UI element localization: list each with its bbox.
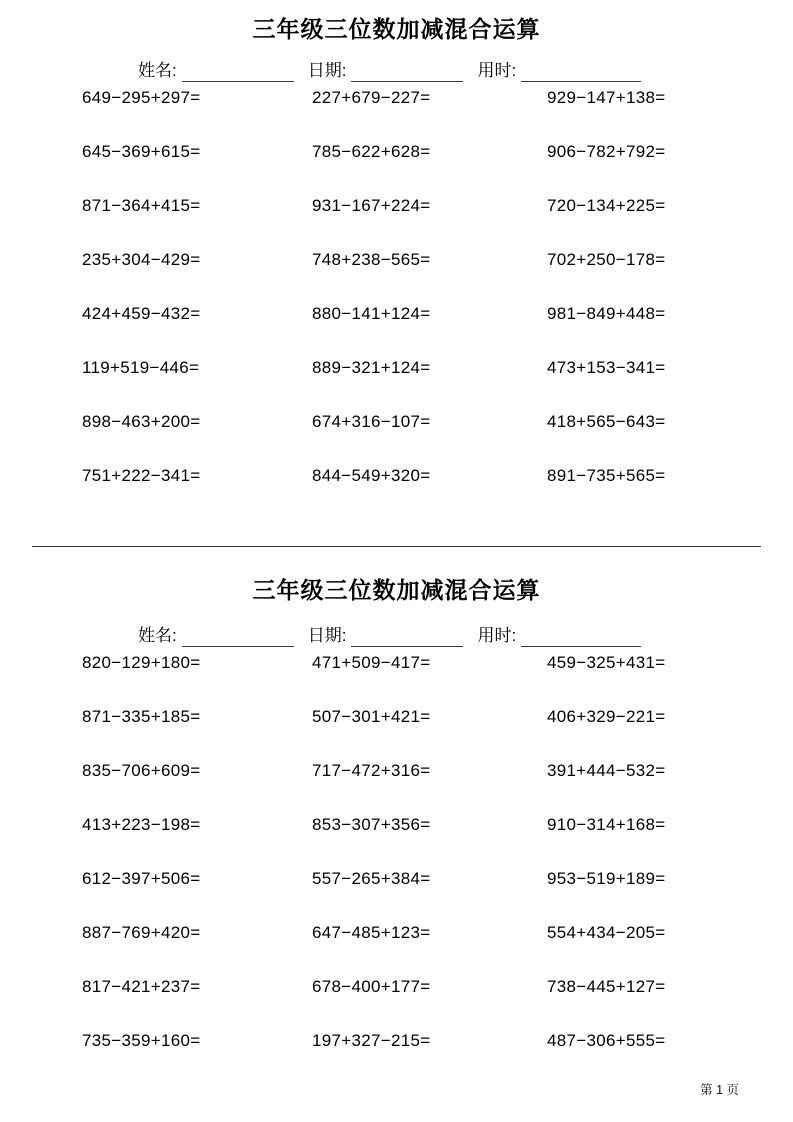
problem-row: [82, 142, 793, 196]
time-label: 用时:: [477, 626, 517, 645]
date-field: [308, 625, 464, 647]
problem-cell: 227+679−227=: [312, 88, 431, 107]
problem-cell: 406+329−221=: [547, 707, 666, 726]
problem-row: [82, 977, 793, 1031]
name-field: [138, 60, 294, 82]
header-fields: [138, 625, 793, 647]
name-blank-line: [182, 626, 294, 647]
problem-row: [82, 707, 793, 761]
problem-row: [82, 358, 793, 412]
time-field: [477, 625, 641, 647]
problem-cell: 645−369+615=: [82, 142, 201, 161]
page-title: 三年级三位数加减混合运算: [252, 577, 541, 603]
problem-grid: [82, 88, 793, 520]
problem-cell: 557−265+384=: [312, 869, 431, 888]
problem-row: [82, 196, 793, 250]
date-blank-line: [351, 626, 463, 647]
problem-cell: 931−167+224=: [312, 196, 431, 215]
problem-cell: 844−549+320=: [312, 466, 431, 485]
problem-row: [82, 250, 793, 304]
problem-cell: 507−301+421=: [312, 707, 431, 726]
problem-row: [82, 653, 793, 707]
problem-cell: 751+222−341=: [82, 466, 201, 485]
problem-cell: 738−445+127=: [547, 977, 666, 996]
time-field: [477, 60, 641, 82]
problem-cell: 612−397+506=: [82, 869, 201, 888]
problem-cell: 853−307+356=: [312, 815, 431, 834]
problem-cell: 871−335+185=: [82, 707, 201, 726]
problem-cell: 674+316−107=: [312, 412, 431, 431]
date-field: [308, 60, 464, 82]
problem-cell: 678−400+177=: [312, 977, 431, 996]
problem-cell: 898−463+200=: [82, 412, 201, 431]
name-blank-line: [182, 61, 294, 82]
problem-cell: 748+238−565=: [312, 250, 431, 269]
problem-row: [82, 761, 793, 815]
problem-row: [82, 1031, 793, 1085]
worksheet-section-2: [0, 547, 793, 1085]
problem-cell: 418+565−643=: [547, 412, 666, 431]
problem-cell: 717−472+316=: [312, 761, 431, 780]
problem-row: [82, 412, 793, 466]
problem-cell: 835−706+609=: [82, 761, 201, 780]
page-number: 第 1 页: [700, 1083, 739, 1097]
problem-cell: 119+519−446=: [82, 358, 200, 377]
problem-cell: 906−782+792=: [547, 142, 666, 161]
time-blank-line: [521, 626, 641, 647]
problem-row: [82, 869, 793, 923]
problem-cell: 871−364+415=: [82, 196, 201, 215]
problem-cell: 785−622+628=: [312, 142, 431, 161]
problem-cell: 424+459−432=: [82, 304, 201, 323]
problem-cell: 887−769+420=: [82, 923, 201, 942]
problem-cell: 413+223−198=: [82, 815, 201, 834]
problem-cell: 981−849+448=: [547, 304, 666, 323]
time-label: 用时:: [477, 61, 517, 80]
header-fields: [138, 60, 793, 82]
name-label: 姓名:: [138, 61, 177, 80]
time-blank-line: [521, 61, 641, 82]
problem-row: [82, 88, 793, 142]
date-label: 日期:: [307, 61, 347, 80]
problem-cell: 880−141+124=: [312, 304, 431, 323]
date-blank-line: [351, 61, 463, 82]
name-field: [138, 625, 294, 647]
problem-cell: 889−321+124=: [312, 358, 431, 377]
problem-grid: [82, 653, 793, 1085]
problem-cell: 197+327−215=: [312, 1031, 431, 1050]
problem-cell: 702+250−178=: [547, 250, 666, 269]
problem-cell: 953−519+189=: [547, 869, 666, 888]
page-title: 三年级三位数加减混合运算: [252, 16, 541, 42]
problem-cell: 817−421+237=: [82, 977, 201, 996]
date-label: 日期:: [307, 626, 347, 645]
problem-cell: 554+434−205=: [547, 923, 666, 942]
problem-cell: 820−129+180=: [82, 653, 201, 672]
problem-cell: 235+304−429=: [82, 250, 201, 269]
problem-cell: 720−134+225=: [547, 196, 666, 215]
problem-cell: 459−325+431=: [547, 653, 666, 672]
problem-cell: 910−314+168=: [547, 815, 666, 834]
problem-row: [82, 304, 793, 358]
problem-cell: 929−147+138=: [547, 88, 666, 107]
problem-cell: 649−295+297=: [82, 88, 201, 107]
problem-cell: 391+444−532=: [547, 761, 666, 780]
name-label: 姓名:: [138, 626, 177, 645]
problem-cell: 471+509−417=: [312, 653, 431, 672]
problem-row: [82, 815, 793, 869]
problem-cell: 487−306+555=: [547, 1031, 666, 1050]
problem-cell: 891−735+565=: [547, 466, 666, 485]
problem-cell: 473+153−341=: [547, 358, 666, 377]
worksheet-section-1: [0, 0, 793, 520]
problem-row: [82, 923, 793, 977]
problem-cell: 735−359+160=: [82, 1031, 201, 1050]
problem-cell: 647−485+123=: [312, 923, 431, 942]
problem-row: [82, 466, 793, 520]
